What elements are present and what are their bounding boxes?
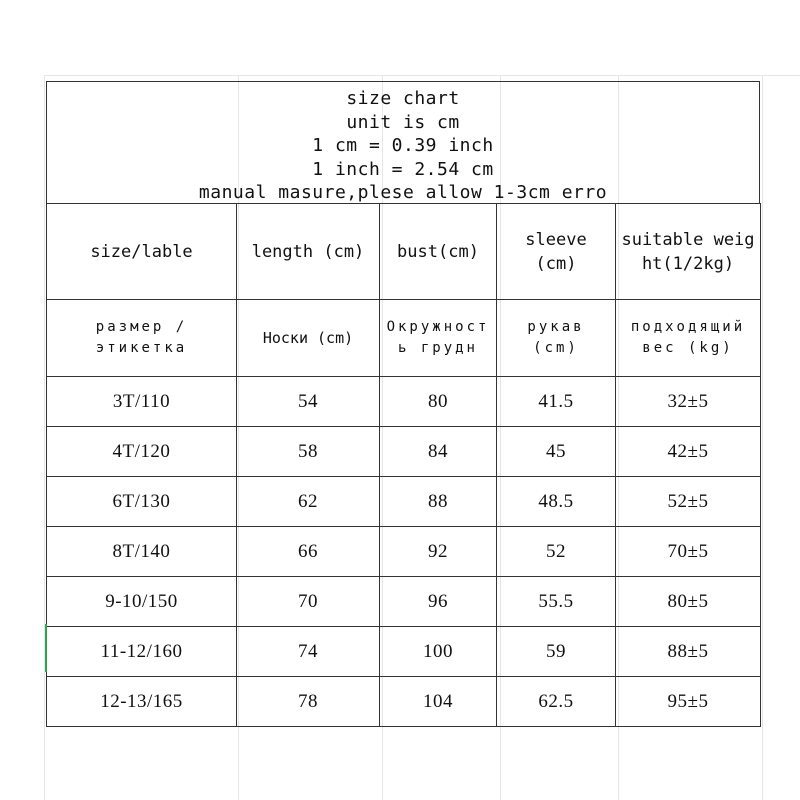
table-row	[47, 527, 761, 577]
table-row	[47, 577, 761, 627]
header-cell-size-ru[interactable]: размер / этикетка	[47, 300, 237, 377]
cell-bust[interactable]: 100	[380, 627, 497, 677]
sheet-gridline	[44, 75, 45, 800]
cell-length[interactable]: 70	[237, 577, 380, 627]
cell-bust[interactable]: 80	[380, 377, 497, 427]
cell-length[interactable]: 58	[237, 427, 380, 477]
header-row-ru	[47, 300, 761, 377]
cell-size[interactable]: 6T/130	[47, 477, 237, 527]
cell-length[interactable]: 74	[237, 627, 380, 677]
cell-length[interactable]: 62	[237, 477, 380, 527]
cell-size[interactable]: 12-13/165	[47, 677, 237, 727]
title-line-note: manual masure,plese allow 1-3cm erro	[198, 182, 608, 203]
cell-weight[interactable]: 42±5	[616, 427, 761, 477]
title-line-inch-to-cm: 1 inch = 2.54 cm	[312, 158, 494, 180]
cell-size[interactable]: 9-10/150	[47, 577, 237, 627]
cell-sleeve[interactable]: 45	[497, 427, 616, 477]
cell-weight[interactable]: 70±5	[616, 527, 761, 577]
size-chart-sheet	[46, 81, 760, 727]
cell-weight[interactable]: 95±5	[616, 677, 761, 727]
cell-size[interactable]: 3T/110	[47, 377, 237, 427]
cell-bust[interactable]: 84	[380, 427, 497, 477]
table-row	[47, 627, 761, 677]
header-cell-weight-ru[interactable]: подходящий вес (kg)	[616, 300, 761, 377]
cell-sleeve[interactable]: 55.5	[497, 577, 616, 627]
cell-weight[interactable]: 88±5	[616, 627, 761, 677]
header-cell-weight[interactable]: suitable weight(1/2kg)	[616, 204, 761, 300]
cell-length[interactable]: 54	[237, 377, 380, 427]
cell-bust[interactable]: 104	[380, 677, 497, 727]
sheet-gridline	[762, 75, 763, 800]
cell-size[interactable]: 8T/140	[47, 527, 237, 577]
cell-bust[interactable]: 88	[380, 477, 497, 527]
header-cell-bust[interactable]: bust(cm)	[380, 204, 497, 300]
selected-cell-indicator	[45, 624, 47, 672]
header-cell-bust-ru[interactable]: Окружность грудн	[380, 300, 497, 377]
cell-sleeve[interactable]: 41.5	[497, 377, 616, 427]
header-cell-length-ru[interactable]: Носки (cm)	[237, 300, 380, 377]
cell-size[interactable]: 11-12/160	[47, 627, 237, 677]
sheet-gridline	[44, 75, 800, 76]
table-row	[47, 427, 761, 477]
header-cell-sleeve-ru[interactable]: рукав (cm)	[497, 300, 616, 377]
header-cell-size[interactable]: size/lable	[47, 204, 237, 300]
header-cell-length[interactable]: length (cm)	[237, 204, 380, 300]
size-table	[46, 203, 761, 727]
cell-length[interactable]: 66	[237, 527, 380, 577]
table-row	[47, 377, 761, 427]
cell-size[interactable]: 4T/120	[47, 427, 237, 477]
header-row-en	[47, 204, 761, 300]
table-row	[47, 677, 761, 727]
cell-weight[interactable]: 32±5	[616, 377, 761, 427]
cell-length[interactable]: 78	[237, 677, 380, 727]
table-row	[47, 477, 761, 527]
cell-bust[interactable]: 92	[380, 527, 497, 577]
cell-sleeve[interactable]: 48.5	[497, 477, 616, 527]
title-line-cm-to-inch: 1 cm = 0.39 inch	[312, 135, 494, 156]
cell-weight[interactable]: 80±5	[616, 577, 761, 627]
cell-weight[interactable]: 52±5	[616, 477, 761, 527]
title-line-size-chart: size chart	[346, 88, 460, 109]
title-block[interactable]	[46, 81, 760, 203]
cell-sleeve[interactable]: 52	[497, 527, 616, 577]
cell-sleeve[interactable]: 59	[497, 627, 616, 677]
title-line-unit: unit is cm	[346, 111, 460, 133]
header-cell-sleeve[interactable]: sleeve (cm)	[497, 204, 616, 300]
cell-bust[interactable]: 96	[380, 577, 497, 627]
cell-sleeve[interactable]: 62.5	[497, 677, 616, 727]
